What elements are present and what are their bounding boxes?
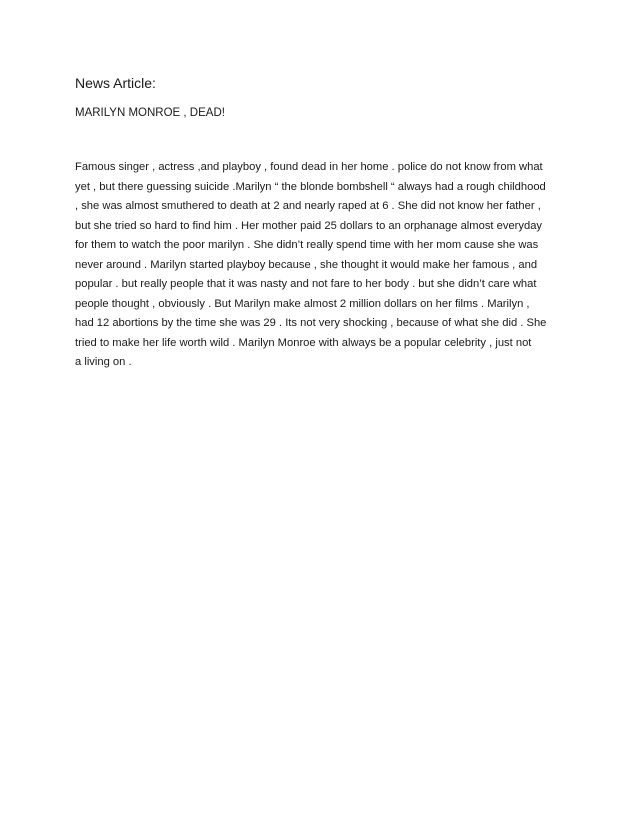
- body-line: but she tried so hard to find him . Her mother paid 25 dollars to an orphanage almost everyday: [75, 219, 543, 232]
- body-line: popular . but really people that it was nasty and not fare to her body . but she didn’t care what: [75, 278, 537, 290]
- body-line: tried to make her life worth wild . Marilyn Monroe with always be a popular celebrity , just not: [75, 336, 532, 349]
- body-line: people thought , obviously . But Marilyn make almost 2 million dollars on her films . Marilyn ,: [75, 297, 530, 310]
- body-line: never around . Marilyn started playboy because , she thought it would make her famous , and: [75, 258, 538, 271]
- body-line: , she was almost smuthered to death at 2 and nearly raped at 6 . She did not know her father ,: [75, 200, 541, 212]
- article-headline: MARILYN MONROE , DEAD!: [75, 107, 225, 119]
- article-body: [75, 158, 575, 373]
- body-line: yet , but there guessing suicide .Marilyn “ the blonde bombshell “ always had a rough childhood: [75, 180, 546, 193]
- section-label: News Article:: [75, 75, 156, 91]
- body-line: for them to watch the poor marilyn . She didn’t really spend time with her mom cause she was: [75, 239, 539, 251]
- body-line: Famous singer , actress ,and playboy , found dead in her home . police do not know from what: [75, 161, 543, 173]
- body-line: had 12 abortions by the time she was 29 . Its not very shocking , because of what she did . She: [75, 317, 547, 329]
- body-line: a living on .: [75, 356, 132, 368]
